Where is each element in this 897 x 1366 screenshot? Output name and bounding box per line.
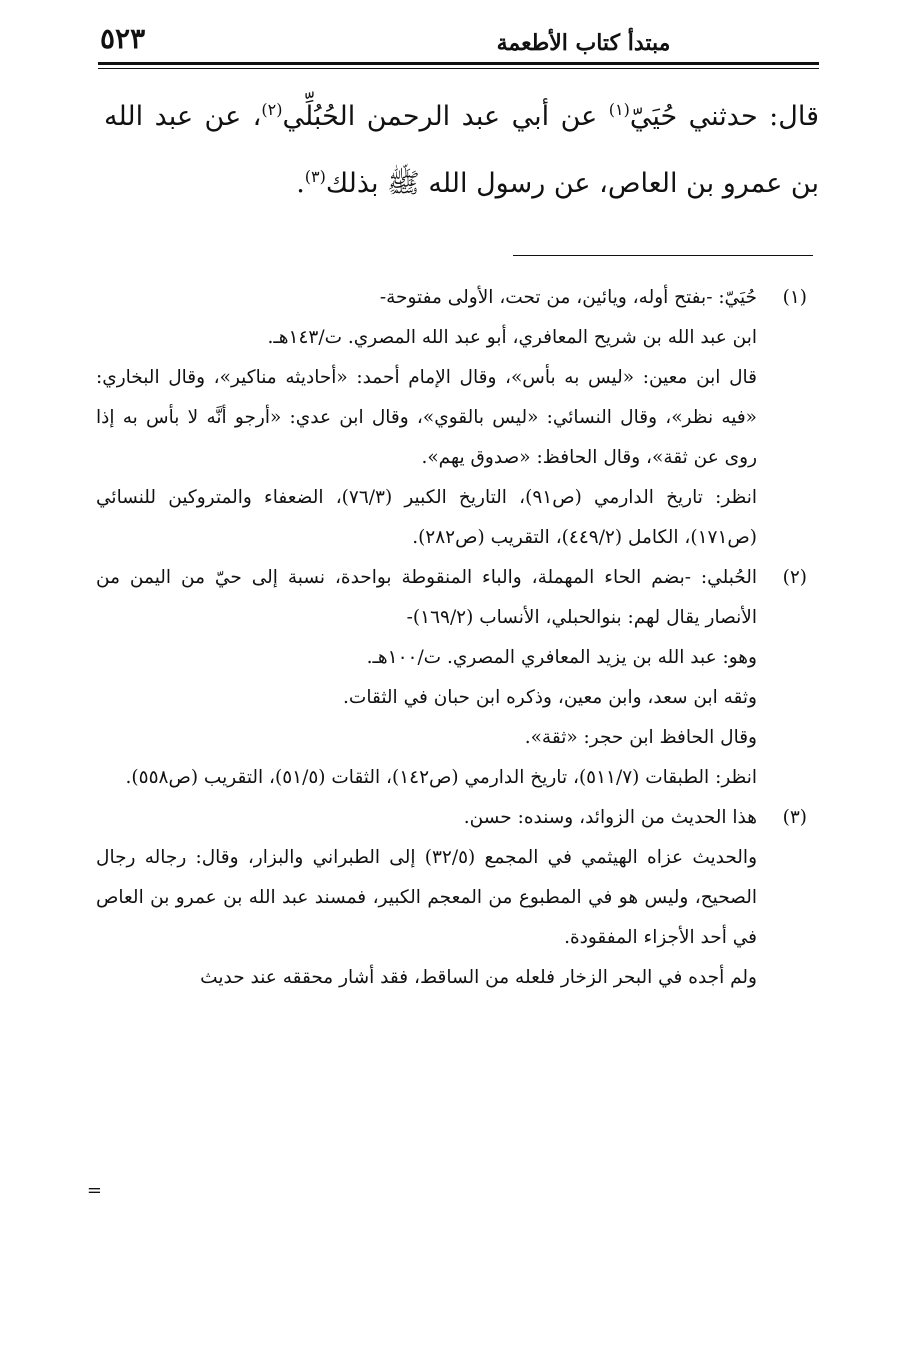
- footnote-ref-3[interactable]: (٣): [304, 167, 326, 186]
- continuation-mark: =: [86, 1180, 102, 1201]
- footnote-number: (٢): [782, 567, 807, 588]
- footnote-line: انظر: الطبقات (٥١١/٧)، تاريخ الدارمي (ص١٤٢)، الثقات (٥١/٥)، التقريب (ص٥٥٨).: [125, 767, 757, 788]
- footnote-2: [96, 558, 807, 798]
- footnote-separator: [513, 255, 813, 256]
- footnote-line: وثقه ابن سعد، وابن معين، وذكره ابن حبان في الثقات.: [343, 687, 757, 708]
- chapter-title: مبتدأ كتاب الأطعمة: [496, 30, 671, 56]
- main-text: [104, 80, 819, 214]
- footnote-number: (٣): [782, 807, 807, 828]
- footnote-line: انظر: تاريخ الدارمي (ص٩١)، التاريخ الكبير (٧٦/٣)، الضعفاء والمتروكين للنسائي (ص١٧١)، الكامل (٤٤٩/٢)، التقريب (ص٢٨٢).: [96, 487, 757, 548]
- footnote-number: (١): [782, 287, 807, 308]
- footnote-line: الحُبلي: -بضم الحاء المهملة، والباء المنقوطة بواحدة، نسبة إلى حيّ من اليمن من الأنصار يقال لهم: بنوالحبلي، الأنساب (١٦٩/٢)-: [96, 567, 757, 628]
- footnote-3: [96, 798, 807, 998]
- header-rule-thin: [98, 68, 819, 69]
- footnote-line: وقال الحافظ ابن حجر: «ثقة».: [524, 727, 757, 748]
- main-text-part3: ، عن عبد الله بن عمرو بن العاص، عن رسول الله ﷺ بذلك: [104, 101, 819, 199]
- footnote-line: والحديث عزاه الهيثمي في المجمع (٣٢/٥) إلى الطبراني والبزار، وقال: رجاله رجال الصحيح، وليس هو في المطبوع من المعجم الكبير، فمسند عبد الله بن عمرو بن العاص في أحد الأجزاء المفقودة.: [96, 847, 757, 948]
- footnote-line: قال ابن معين: «ليس به بأس»، وقال الإمام أحمد: «أحاديثه مناكير»، وقال البخاري: «فيه نظر»، وقال النسائي: «ليس بالقوي»، وقال ابن عدي: «أرجو أنَّه لا بأس به إذا روى عن ثقة»، وقال الحافظ: «صدوق يهم».: [96, 367, 757, 468]
- footnote-line: ابن عبد الله بن شريح المعافري، أبو عبد الله المصري. ت/١٤٣هـ.: [267, 327, 757, 348]
- footnotes: [96, 278, 807, 998]
- main-text-part2: عن أبي عبد الرحمن الحُبُلِّي: [282, 101, 609, 132]
- footnote-ref-2[interactable]: (٢): [261, 100, 283, 119]
- header-rule-thick: [98, 62, 819, 65]
- footnote-line: هذا الحديث من الزوائد، وسنده: حسن.: [463, 807, 757, 828]
- main-paragraph: [104, 80, 819, 214]
- main-text-part4: .: [296, 168, 305, 199]
- footnote-line: ولم أجده في البحر الزخار فلعله من الساقط، فقد أشار محققه عند حديث: [200, 967, 757, 988]
- footnote-line: حُيَيّ: -بفتح أوله، ويائين، من تحت، الأولى مفتوحة-: [379, 287, 757, 308]
- page-header: [98, 22, 819, 66]
- footnote-1: [96, 278, 807, 558]
- page-number: ٥٢٣: [100, 22, 146, 55]
- footnote-line: وهو: عبد الله بن يزيد المعافري المصري. ت/١٠٠هـ.: [366, 647, 757, 668]
- footnote-ref-1[interactable]: (١): [608, 100, 630, 119]
- main-text-part1: قال: حدثني حُيَيّ: [629, 101, 819, 132]
